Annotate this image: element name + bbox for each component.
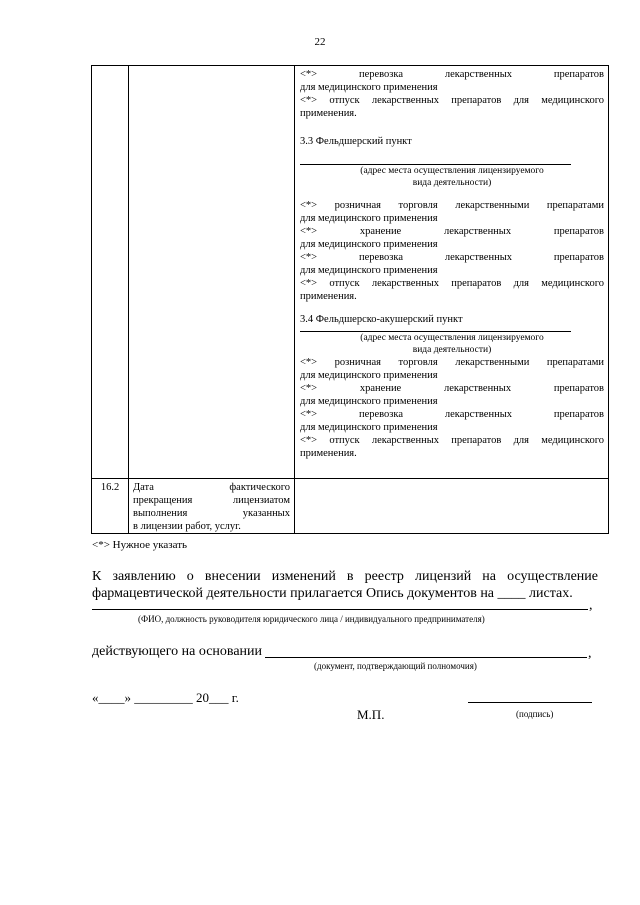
activity-line: <*> хранение лекарственных препаратов [300, 383, 604, 394]
activity-line: для медицинского применения [300, 265, 438, 276]
page-number: 22 [314, 36, 326, 48]
table-row [92, 66, 609, 479]
activity-line: применения. [300, 291, 357, 302]
description-line: выполнения указанных [133, 508, 290, 519]
date-field[interactable]: «____» _________ 20___ г. [92, 690, 239, 705]
activity-line: для медицинского применения [300, 396, 438, 407]
address-line [300, 154, 571, 165]
paragraph-line: К заявлению о внесении изменений в реестр лицензий на осуществление [92, 569, 598, 584]
activity-line: для медицинского применения [300, 422, 438, 433]
activity-line: <*> хранение лекарственных препаратов [300, 226, 604, 237]
row-number-cell: 16.2 [92, 479, 129, 534]
activity-line: <*> отпуск лекарственных препаратов для медицинского [300, 278, 604, 289]
address-note: (адрес места осуществления лицензируемого [360, 333, 544, 343]
paragraph-line: фармацевтической деятельности прилагается Опись документов на ____ листах. [92, 586, 573, 601]
activity-line: применения. [300, 108, 357, 119]
activity-line: для медицинского применения [300, 239, 438, 250]
activity-line: применения. [300, 448, 357, 459]
row-description-cell [129, 479, 295, 534]
row-number-cell [92, 66, 129, 479]
address-note: вида деятельности) [412, 178, 492, 188]
activity-line: <*> перевозка лекарственных препаратов [300, 409, 604, 420]
stamp-label: М.П. [357, 707, 385, 722]
row-content-cell [295, 66, 609, 479]
signature-note: (подпись) [516, 709, 554, 719]
description-line: прекращения лицензиатом [133, 495, 290, 506]
activity-line: <*> перевозка лекарственных препаратов [300, 252, 604, 263]
fio-comma: , [589, 598, 593, 613]
signature-line[interactable] [468, 702, 592, 703]
activity-line: <*> розничная торговля лекарственными препаратами [300, 200, 604, 211]
basis-note: (документ, подтверждающий полномочия) [314, 661, 477, 671]
section-title-3-3: 3.3 Фельдшерский пункт [300, 136, 412, 147]
license-table [91, 65, 609, 534]
attachment-paragraph [92, 568, 598, 602]
activity-line: для медицинского применения [300, 213, 438, 224]
address-note: вида деятельности) [412, 345, 492, 355]
activity-line: для медицинского применения [300, 82, 438, 93]
activity-line: для медицинского применения [300, 370, 438, 381]
section-title-3-4: 3.4 Фельдшерско-акушерский пункт [300, 314, 463, 325]
activity-line: <*> розничная торговля лекарственными препаратами [300, 357, 604, 368]
acting-label: действующего на основании [92, 644, 263, 659]
activity-line: <*> отпуск лекарственных препаратов для медицинского [300, 435, 604, 446]
row-content-cell[interactable] [295, 479, 609, 534]
address-note: (адрес места осуществления лицензируемого [360, 166, 544, 176]
table-row [92, 479, 609, 534]
footnote: <*> Нужное указать [92, 539, 188, 551]
description-line: Дата фактического [133, 482, 290, 493]
fio-input-line[interactable] [92, 609, 588, 610]
description-line: в лицензии работ, услуг. [133, 521, 241, 532]
activity-line: <*> перевозка лекарственных препаратов [300, 69, 604, 80]
acting-comma: , [588, 646, 592, 661]
fio-note: (ФИО, должность руководителя юридического лица / индивидуального предпринимателя) [138, 614, 485, 624]
basis-input-line[interactable] [265, 657, 587, 658]
activity-line: <*> отпуск лекарственных препаратов для медицинского [300, 95, 604, 106]
row-description-cell [129, 66, 295, 479]
